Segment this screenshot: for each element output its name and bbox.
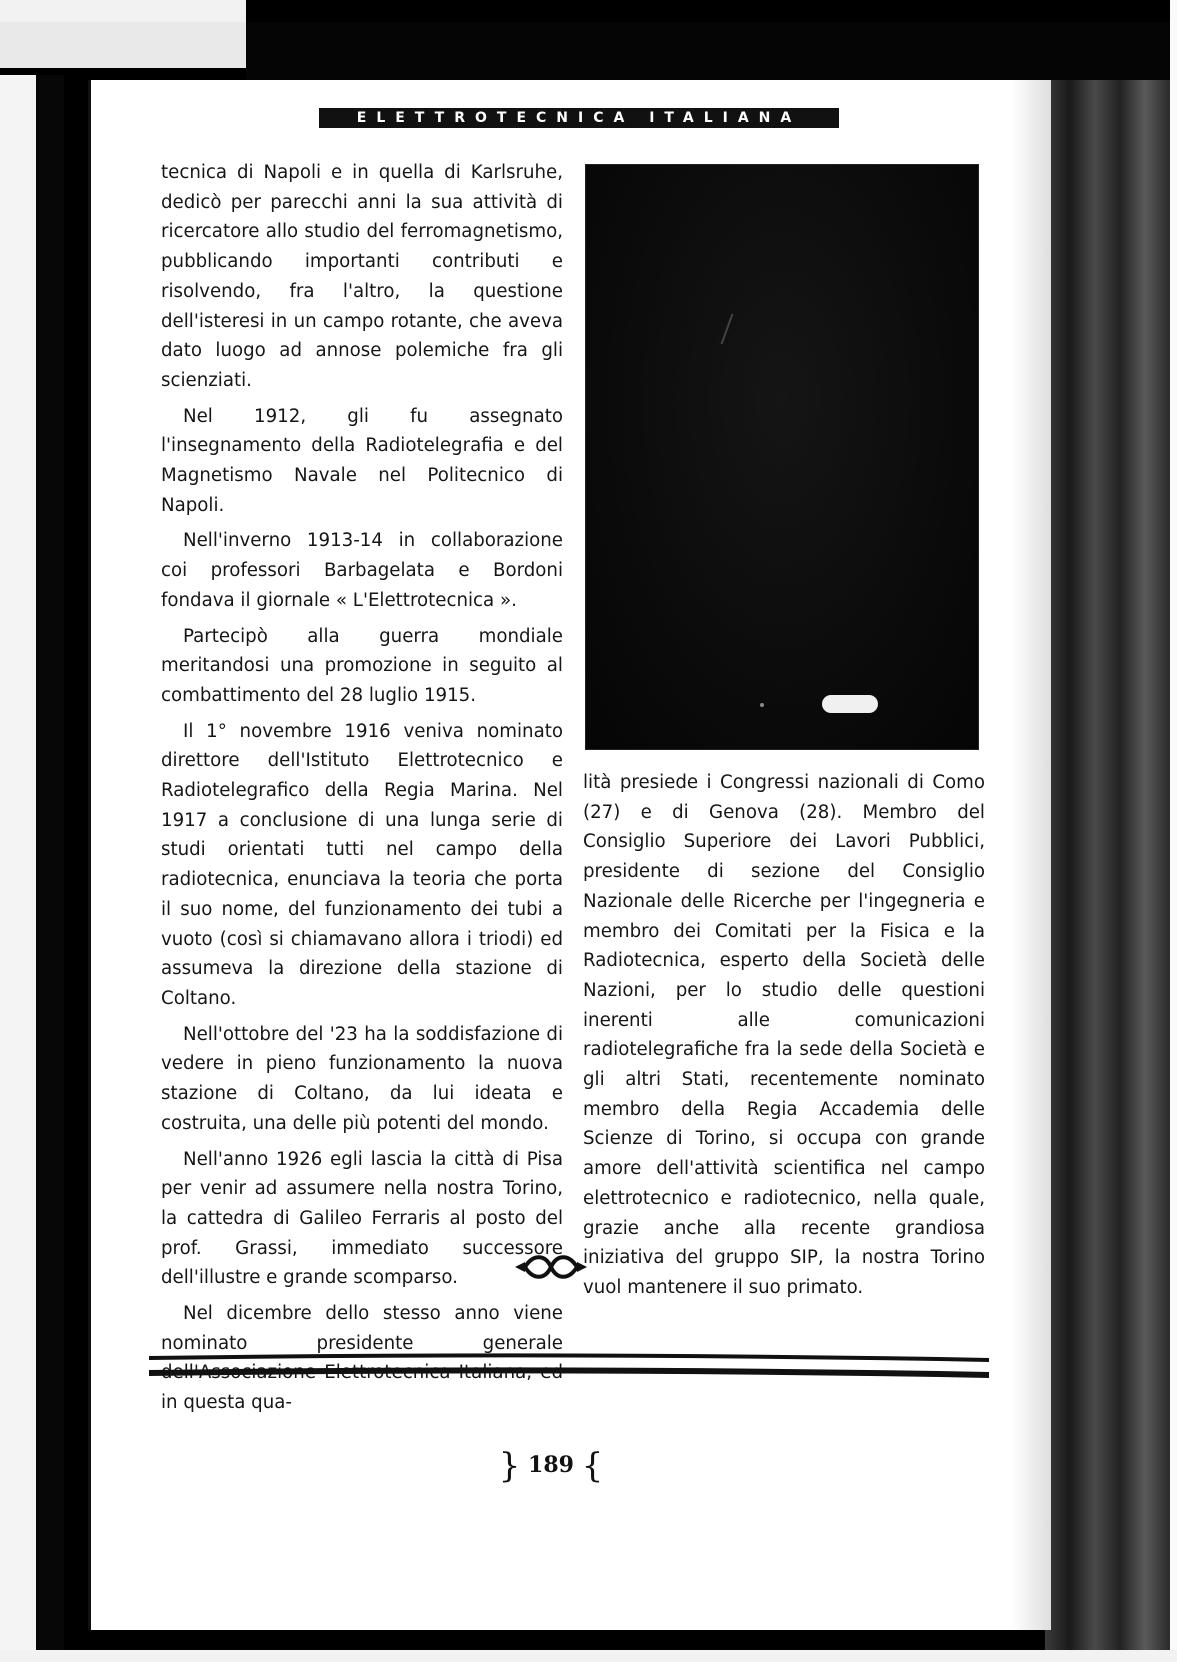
page-edges xyxy=(1045,80,1170,1650)
paragraph: Nel 1912, gli fu assegnato l'insegnamento della Radiotelegrafia e del Magnetismo Navale nel Politecnico di Napoli. xyxy=(161,405,563,516)
portrait-photo xyxy=(585,164,979,750)
paragraph: Nell'anno 1926 egli lascia la città di Pisa per venir ad assumere nella nostra Torino, la cattedra di Galileo Ferraris al posto del prof. Grassi, immediato successore dell'illustre e grande scomparso. xyxy=(161,1148,563,1289)
scan-margin-top xyxy=(0,0,246,22)
photo-highlight xyxy=(822,695,878,713)
paragraph: Partecipò alla guerra mondiale meritandosi una promozione in seguito al combattimento del 28 luglio 1915. xyxy=(161,625,563,706)
photo-detail xyxy=(721,314,734,345)
photo-detail xyxy=(760,703,764,707)
paragraph: lità presiede i Congressi nazionali di Como (27) e di Genova (28). Membro del Consiglio Superiore dei Lavori Pubblici, presidente di sezione del Consiglio Nazionale delle Ricerche per l'ingegneria e membro dei Comitati per la Fisica e la Radiotecnica, esperto della Società delle Nazioni, per lo studio delle questioni inerenti alle comunicazioni radiotelegrafiche fra la sede della Società e gli altri Stati, recentemente nominato membro della Regia Accademia delle Scienze di Torino, si occupa con grande amore dell'attività scientifica nel campo elettrotecnico e radiotecnico, nella quale, grazie anche alla recente grandiosa iniziativa del gruppo SIP, la nostra Torino vuol mantenere il suo primato. xyxy=(583,772,985,1298)
book-cover-top xyxy=(246,22,1177,80)
running-header: ELETTROTECNICA ITALIANA xyxy=(319,108,839,128)
page-number-value: 189 xyxy=(528,1452,574,1478)
paragraph: tecnica di Napoli e in quella di Karlsruhe, dedicò per parecchi anni la sua attività di ricercatore allo studio del ferromagnetismo, pubblicando importanti contributi e risolvendo, fra l'altro, la questione dell'isteresi in un campo rotante, che aveva dato luogo ad annose polemiche fra gli scienziati. xyxy=(161,162,563,391)
ornament-icon xyxy=(511,1252,591,1282)
right-text-column xyxy=(583,768,985,1309)
scan-margin-left xyxy=(0,75,36,1650)
page-curvature-shade xyxy=(1011,80,1051,1630)
paragraph: Nell'ottobre del '23 ha la soddisfazione di vedere in pieno funzionamento la nuova stazione di Coltano, da lui ideata e costruita, una delle più potenti del mondo. xyxy=(161,1023,563,1134)
book-spine xyxy=(36,75,64,1662)
brace-right: { xyxy=(581,1446,604,1486)
scan-margin-right xyxy=(1170,0,1177,1662)
brace-left: } xyxy=(498,1446,521,1486)
scan-margin-bottom xyxy=(0,1650,1177,1662)
book-page xyxy=(88,80,1051,1630)
paragraph: Il 1° novembre 1916 veniva nominato direttore dell'Istituto Elettrotecnico e Radiotelegrafico della Regia Marina. Nel 1917 a conclusione di una lunga serie di studi orientati tutti nel campo della radiotecnica, enunciava la teoria che porta il suo nome, del funzionamento dei tubi a vuoto (così si chiamavano allora i triodi) ed assumeva la direzione della stazione di Coltano. xyxy=(161,720,563,1009)
decorative-rule xyxy=(149,1348,989,1388)
scan-margin-top-inner xyxy=(0,22,246,68)
left-text-column xyxy=(161,158,563,1424)
paragraph: Nell'inverno 1913-14 in collaborazione coi professori Barbagelata e Bordoni fondava il giornale « L'Elettrotecnica ». xyxy=(161,530,563,611)
paragraph: Nel dicembre dello stesso anno viene nominato presidente generale in questa qua- xyxy=(161,1303,563,1414)
page-number xyxy=(491,1445,611,1485)
